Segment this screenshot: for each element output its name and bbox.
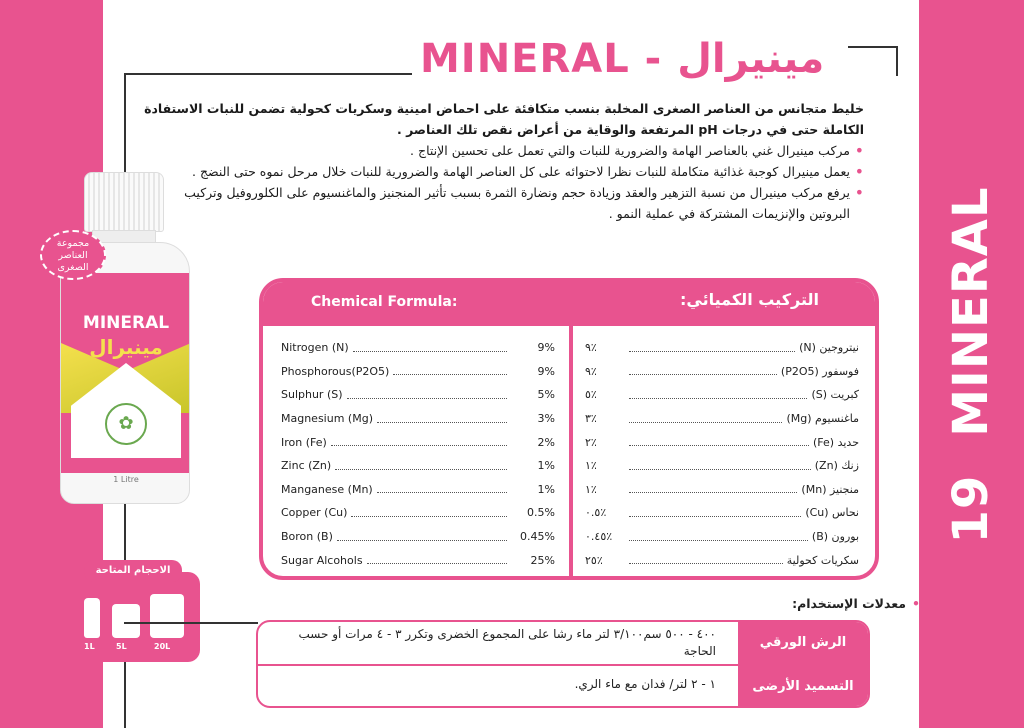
- formula-row: [281, 501, 555, 525]
- usage-table: [256, 620, 870, 708]
- usage-label-soil: التسميد الأرضى: [738, 666, 868, 706]
- side-title: [919, 0, 1024, 728]
- chemical-formula-table: [259, 278, 879, 580]
- element-value: ٪٢: [585, 435, 597, 449]
- element-value: 1%: [537, 482, 555, 496]
- product-bottle-image: [54, 168, 202, 508]
- formula-row: [585, 336, 859, 360]
- usage-text-soil: ١ - ٢ لتر/ فدان مع ماء الري.: [574, 677, 716, 691]
- leader-dots: [377, 415, 507, 423]
- formula-row: [585, 501, 859, 525]
- header-rule-right: [848, 46, 898, 48]
- element-name: نحاس (Cu): [805, 506, 859, 520]
- element-value: 0.45%: [520, 530, 555, 544]
- element-value: ٪٣: [585, 412, 597, 426]
- element-value: 2%: [537, 435, 555, 449]
- element-value: ٪٠.٥: [585, 506, 607, 520]
- formula-row: [281, 454, 555, 478]
- leader-dots: [629, 438, 809, 446]
- header-rule-right-vertical: [896, 46, 898, 76]
- leader-dots: [393, 367, 507, 375]
- element-value: 5%: [537, 388, 555, 402]
- size-20l: 20L: [154, 642, 171, 651]
- element-value: 25%: [530, 553, 555, 567]
- formula-row: [281, 548, 555, 572]
- formula-row: [281, 336, 555, 360]
- element-value: 3%: [537, 412, 555, 426]
- formula-row: [585, 360, 859, 384]
- category-badge: مجموعة العناصر الصغرى: [40, 230, 106, 280]
- leader-dots: [367, 556, 507, 564]
- header-rule-left: [124, 73, 412, 75]
- feature-item: • مركب مينيرال غني بالعناصر الهامة والضرورية للنبات والتي تعمل على تحسين الإنتاج .: [144, 140, 864, 161]
- leader-dots: [629, 391, 807, 399]
- formula-row: [585, 383, 859, 407]
- element-name: حديد (Fe): [813, 435, 859, 449]
- element-name: Magnesium (Mg): [281, 412, 373, 426]
- formula-row: [585, 407, 859, 431]
- formula-row: [585, 525, 859, 549]
- leader-dots: [629, 367, 777, 375]
- usage-label-foliar: الرش الورقي: [738, 622, 868, 664]
- usage-text-foliar: ٤٠٠ - ٥٠٠ سم٣/١٠٠ لتر ماء رشا على المجموع الخضرى وتكرر ٣ - ٤ مرات أو حسب الحاجة: [298, 627, 716, 658]
- page-title: MINERAL - مينيرال: [420, 36, 825, 82]
- element-value: ٪١: [585, 459, 597, 473]
- element-value: ٪٠.٤٥: [585, 530, 613, 544]
- element-name: Phosphorous(P2O5): [281, 364, 390, 378]
- element-name: كبريت (S): [811, 388, 859, 402]
- element-name: Boron (B): [281, 530, 333, 544]
- formula-divider: [569, 326, 573, 580]
- leaf-logo-icon: ✿: [105, 403, 147, 445]
- page-number: 19: [943, 474, 999, 544]
- formula-row: [585, 454, 859, 478]
- element-name: نيتروجين (N): [799, 341, 859, 355]
- element-value: ٪٥: [585, 388, 597, 402]
- element-value: 9%: [537, 341, 555, 355]
- jug-5l-icon: [112, 604, 140, 638]
- element-value: 1%: [537, 459, 555, 473]
- usage-row-foliar: [258, 622, 868, 664]
- leader-dots: [337, 533, 507, 541]
- element-name: Zinc (Zn): [281, 459, 332, 473]
- element-value: ٪٢٥: [585, 553, 603, 567]
- bottle-cap: [84, 172, 164, 232]
- element-name: Iron (Fe): [281, 435, 327, 449]
- formula-row: [585, 548, 859, 572]
- product-description: خليط متجانس من العناصر الصغرى المخلبة بنسب متكافئة على احماض امينية وسكريات كحولية تضمن للنبات الاستفادة الكاملة حتى في درجات pH المرتفعة والوقاية من أعراض نقص تلك العناصر .: [144, 101, 864, 137]
- size-5l: 5L: [116, 642, 127, 651]
- feature-list: [144, 140, 864, 224]
- jug-20l-icon: [150, 594, 184, 638]
- formula-header: [263, 282, 875, 326]
- leader-dots: [331, 438, 507, 446]
- element-name: زنك (Zn): [814, 459, 859, 473]
- element-value: ٪٩: [585, 341, 597, 355]
- leader-dots: [351, 509, 507, 517]
- leader-dots: [629, 485, 797, 493]
- leader-dots: [629, 462, 811, 470]
- formula-row: [281, 360, 555, 384]
- formula-row: [585, 430, 859, 454]
- leader-dots: [353, 344, 507, 352]
- leader-dots: [629, 556, 783, 564]
- element-value: ٪٩: [585, 364, 597, 378]
- element-name: Sulphur (S): [281, 388, 343, 402]
- side-product-name: MINERAL: [943, 186, 999, 437]
- bottle-body: [60, 242, 190, 504]
- element-name: Manganese (Mn): [281, 482, 373, 496]
- bottle-volume: 1 Litre: [113, 475, 139, 484]
- element-name: منجنيز (Mn): [801, 482, 859, 496]
- formula-row: [281, 383, 555, 407]
- usage-rule: [124, 622, 258, 624]
- element-name: Copper (Cu): [281, 506, 348, 520]
- formula-column-ar: [585, 336, 859, 572]
- element-value: 0.5%: [527, 506, 555, 520]
- formula-title-en: Chemical Formula:: [311, 294, 458, 310]
- formula-row: [281, 525, 555, 549]
- element-name: ماغنسيوم (Mg): [786, 412, 859, 426]
- element-name: سكريات كحولية: [786, 553, 859, 567]
- leader-dots: [335, 462, 507, 470]
- formula-title-ar: التركيب الكميائي:: [680, 290, 819, 309]
- leader-dots: [347, 391, 507, 399]
- element-name: بورون (B): [811, 530, 859, 544]
- jug-1l-icon: [84, 598, 100, 638]
- element-value: ٪١: [585, 482, 597, 496]
- feature-item: • يعمل مينيرال كوجبة غذائية متكاملة للنبات نظرا لاحتوائه على كل العناصر الهامة والضرورية للنبات خلال مرحل نموه حتى النضج .: [144, 161, 864, 182]
- leader-dots: [629, 533, 808, 541]
- element-name: Nitrogen (N): [281, 341, 349, 355]
- leader-dots: [629, 415, 782, 423]
- usage-heading: • معدلات الإستخدام:: [792, 596, 920, 611]
- bottle-brand: MINERAL: [82, 313, 170, 333]
- element-name: Sugar Alcohols: [281, 553, 363, 567]
- bottle-brand-arabic: مينيرال: [89, 335, 163, 359]
- leader-dots: [629, 344, 795, 352]
- formula-row: [281, 478, 555, 502]
- formula-row: [281, 430, 555, 454]
- formula-row: [585, 478, 859, 502]
- leader-dots: [377, 485, 507, 493]
- element-name: فوسفور (P2O5): [780, 364, 859, 378]
- formula-row: [281, 407, 555, 431]
- size-1l: 1L: [84, 642, 95, 651]
- leader-dots: [629, 509, 801, 517]
- volumes-label: الاحجام المتاحة: [84, 560, 182, 582]
- formula-column-en: [281, 336, 555, 572]
- usage-row-soil: [258, 664, 868, 706]
- feature-item: • يرفع مركب مينيرال من نسبة التزهير والعقد وزيادة حجم ونضارة الثمرة بسبب تأثير المنجنيز والماغنسيوم على الكلوروفيل وتركيب البروتين والإنزيمات المشتركة في عملية النمو .: [144, 182, 864, 224]
- element-value: 9%: [537, 364, 555, 378]
